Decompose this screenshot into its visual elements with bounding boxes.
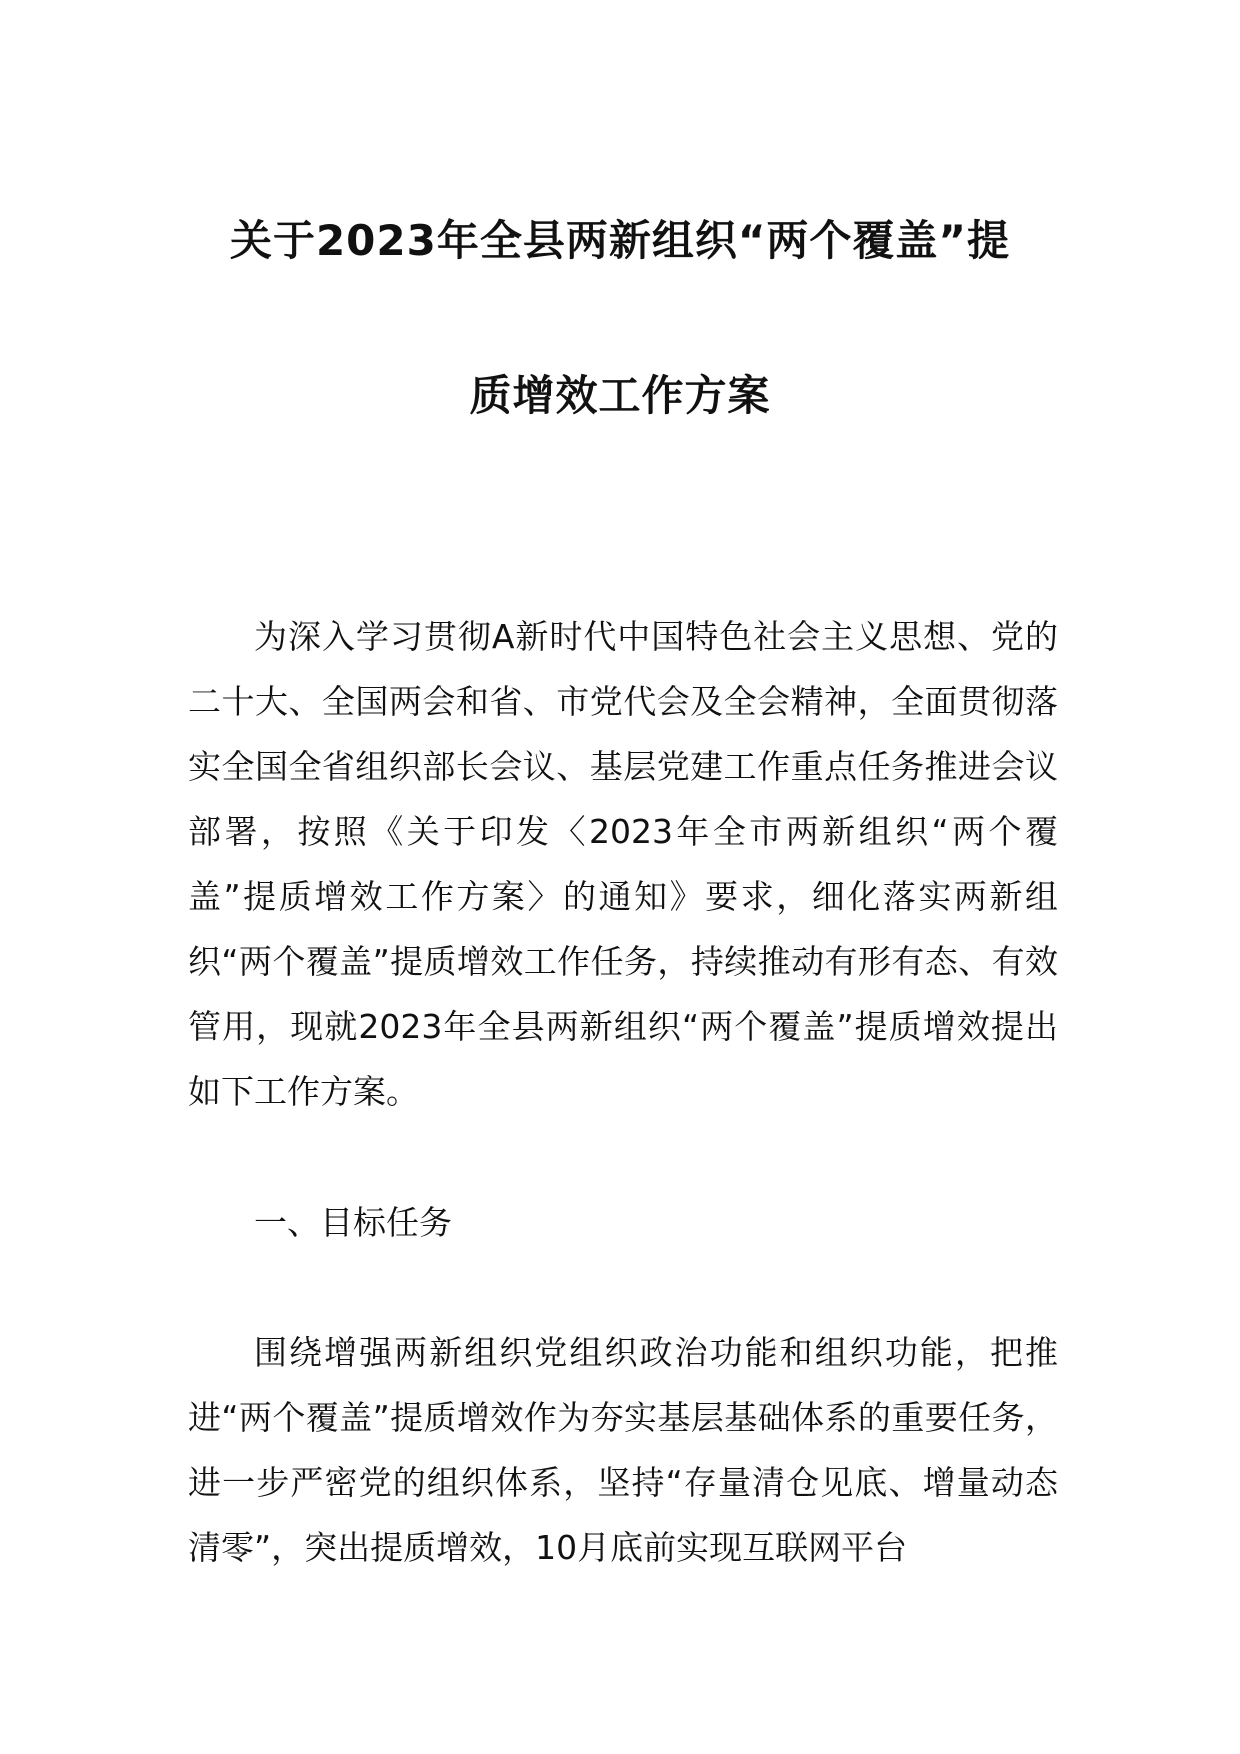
intro-paragraph: 为深入学习贯彻A新时代中国特色社会主义思想、党的二十大、全国两会和省、市党代会及全会精神，全面贯彻落实全国全省组织部长会议、基层党建工作重点任务推进会议部署，按照《关于印发〈2023年全市两新组织“两个覆盖”提质增效工作方案〉的通知》要求，细化落实两新组织“两个覆盖”提质增效工作任务，持续推动有形有态、有效管用，现就2023年全县两新组织“两个覆盖”提质增效提出如下工作方案。 xyxy=(188,617,1058,1111)
document-title-line-2: 质增效工作方案 xyxy=(469,371,771,420)
section-paragraph: 围绕增强两新组织党组织政治功能和组织功能，把推进“两个覆盖”提质增效作为夯实基层基础体系的重要任务，进一步严密党的组织体系，坚持“存量清仓见底、增量动态清零”，突出提质增效，10月底前实现互联网平台 xyxy=(188,1333,1058,1567)
section-heading: 一、目标任务 xyxy=(254,1203,452,1242)
document-title-line-1: 关于2023年全县两新组织“两个覆盖”提 xyxy=(229,216,1011,265)
